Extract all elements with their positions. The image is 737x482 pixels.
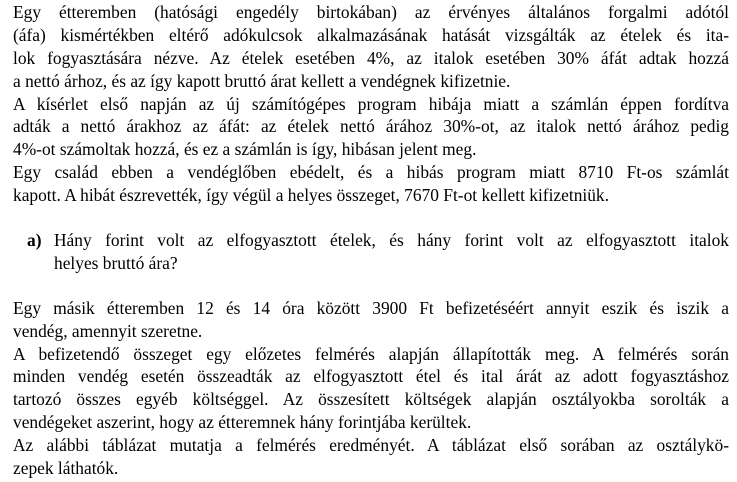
text-line: A kísérlet első napján az új számítógépes program hibája miatt a számlán éppen fordítva bbox=[13, 93, 729, 114]
text-line: (áfa) kismértékben eltérő adókulcsok alkalmazásának hatását vizsgálták az ételek és ita- bbox=[13, 24, 729, 45]
question-line: Hány forint volt az elfogyasztott ételek, és hány forint volt az elfogyasztott italok bbox=[54, 230, 729, 251]
paragraph-table-intro bbox=[13, 434, 729, 480]
question-a bbox=[13, 229, 729, 275]
text-line: adták a nettó árakhoz az áfát: az ételek nettó árához 30%-ot, az italok nettó árához pedig bbox=[13, 116, 729, 137]
paragraph-second-restaurant bbox=[13, 297, 729, 343]
text-line: vendégeket aszerint, hogy az étteremnek hány forintjába kerültek. bbox=[13, 412, 472, 433]
question-label: a) bbox=[27, 230, 42, 251]
text-line: minden vendég esetén összeadták az elfogyasztott étel és ital árát az adott fogyasztáshoz bbox=[13, 366, 729, 387]
paragraph-experiment bbox=[13, 93, 729, 162]
paragraph-family bbox=[13, 161, 729, 207]
text-line: a nettó árhoz, és az így kapott bruttó árat kellett a vendégnek kifizetnie. bbox=[13, 70, 511, 91]
text-line: A befizetendő összeget egy előzetes felmérés alapján állapították meg. A felmérés során bbox=[13, 343, 729, 364]
text-line: zepek láthatók. bbox=[13, 458, 119, 479]
text-line: tartozó összes egyéb költséggel. Az összesített költségek alapján osztályokba sorolták a bbox=[13, 389, 729, 410]
text-line: Az alábbi táblázat mutatja a felmérés eredményét. A táblázat első sorában az osztálykö- bbox=[13, 435, 729, 456]
paragraph-intro bbox=[13, 1, 729, 93]
question-line: helyes bruttó ára? bbox=[54, 252, 178, 273]
text-line: Egy másik étteremben 12 és 14 óra között 3900 Ft befizetéséért annyit eszik és iszik a bbox=[13, 297, 729, 318]
paragraph-survey bbox=[13, 343, 729, 435]
text-line: vendég, amennyit szeretne. bbox=[13, 320, 203, 341]
text-line: kapott. A hibát észrevették, így végül a helyes összeget, 7670 Ft-ot kellett kifizetniük. bbox=[13, 185, 609, 206]
text-line: Egy étteremben (hatósági engedély birtokában) az érvényes általános forgalmi adótól bbox=[13, 2, 729, 22]
document-page bbox=[13, 1, 729, 480]
text-line: lok fogyasztására nézve. Az ételek esetében 4%, az italok esetében 30% áfát adtak hozzá bbox=[13, 47, 729, 68]
text-line: 4%-ot számoltak hozzá, és ez a számlán is így, hibásan jelent meg. bbox=[13, 139, 477, 160]
text-line: Egy család ebben a vendéglőben ebédelt, és a hibás program miatt 8710 Ft-os számlát bbox=[13, 162, 729, 183]
